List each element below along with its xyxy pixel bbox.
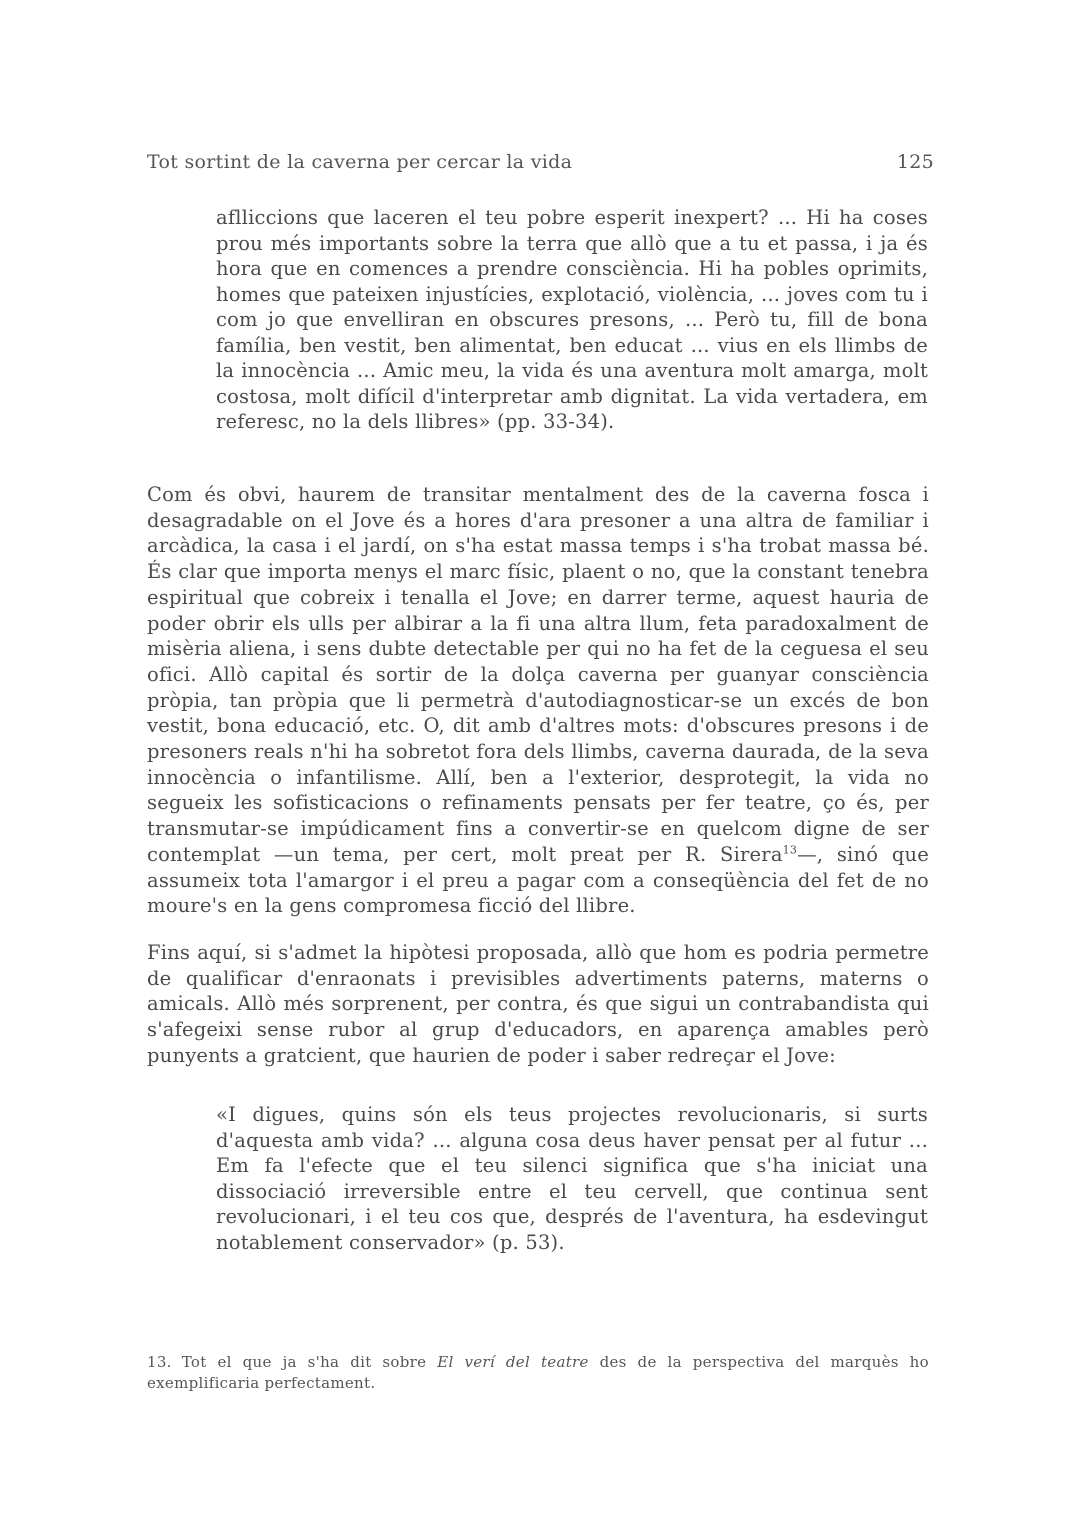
block-quote-1-text: aflliccions que laceren el teu pobre esperit inexpert? ... Hi ha coses prou més importants sobre la terra que allò que a tu et passa, i ja és hora que en comences a prendre consciència. Hi ha pobles oprimits, homes que pateixen injustícies, explotació, violència, ... joves com tu i com jo que envelliran en obscures presons, ... Però tu, fill de bona família, ben vestit, ben alimentat, ben educat ... vius en els llimbs de la innocència ... Amic meu, la vida és una aventura molt amarga, molt costosa, molt difícil d'interpretar amb dignitat. La vida vertadera, em referesc, no la dels llibres» (pp. 33-34). [216, 206, 928, 433]
footnote-text: Tot el que ja s'ha dit sobre [181, 1353, 438, 1371]
body-paragraph-1-text: Com és obvi, haurem de transitar mentalment des de la caverna fosca i desagradable on el Jove és a hores d'ara presoner a una altra de familiar i arcàdica, la casa i el jardí, on s'ha estat massa temps i s'ha trobat massa bé. És clar que importa menys el marc físic, plaent o no, que la constant tenebra espiritual que cobreix i tenalla el Jove; en darrer terme, aquest hauria de poder obrir els ulls per albirar a la fi una altra llum, feta paradoxalment de misèria aliena, i sens dubte detectable per qui no ha fet de la ceguesa el seu ofici. Allò capital és sortir de la dolça caverna per guanyar consciència pròpia, tan pròpia que li permetrà d'autodiagnosticar-se un excés de bon vestit, bona educació, etc. O, dit amb d'altres mots: d'obscures presons i de presoners reals n'hi ha sobretot fora dels llimbs, caverna daurada, de la seva innocència o infantilisme. Allí, ben a l'exterior, desprotegit, la vida no segueix les sofisticacions o refinaments pensats per fer teatre, ço és, per transmutar-se impúdicament fins a convertir-se en quelcom digne de ser contemplat —un tema, per cert, molt preat per R. Sirera [147, 483, 929, 866]
footnote-title: El verí del teatre [437, 1353, 589, 1371]
body-paragraph-1 [147, 482, 929, 919]
block-quote-2 [216, 1102, 928, 1255]
page-number: 125 [896, 151, 934, 173]
body-paragraph-2-text: Fins aquí, si s'admet la hipòtesi proposada, allò que hom es podria permetre de qualificar d'enraonats i previsibles advertiments paterns, materns o amicals. Allò més sorprenent, per contra, és que sigui un contrabandista qui s'afegeixi sense rubor al grup d'educadors, en aparença amables però punyents a gratcient, que haurien de poder i saber redreçar el Jove: [147, 941, 929, 1067]
body-paragraph-1-text-continued: —, sinó que assumeix tota l'amargor i el preu a pagar com a conseqüència del fet de no moure's en la gens compromesa ficció del llibre. [147, 842, 930, 918]
body-paragraph-2 [147, 940, 929, 1069]
footnote-text-continued: des de la perspectiva del marquès ho exemplificaria perfectament. [147, 1353, 929, 1392]
running-head [147, 147, 934, 177]
footnote-reference[interactable]: 13 [782, 843, 798, 857]
footnote-number: 13. [147, 1353, 172, 1371]
block-quote-2-text: «I digues, quins són els teus projectes revolucionaris, si surts d'aquesta amb vida? ... alguna cosa deus haver pensat per al futur ... Em fa l'efecte que el teu silenci significa que s'ha iniciat una dissociació irreversible entre el teu cervell, que continua sent revolucionari, i el teu cos que, després de l'aventura, ha esdevingut notablement conservador» (p. 53). [216, 1103, 928, 1254]
running-head-title: Tot sortint de la caverna per cercar la vida [147, 151, 573, 173]
footnote [147, 1352, 929, 1394]
block-quote-1 [216, 205, 928, 435]
